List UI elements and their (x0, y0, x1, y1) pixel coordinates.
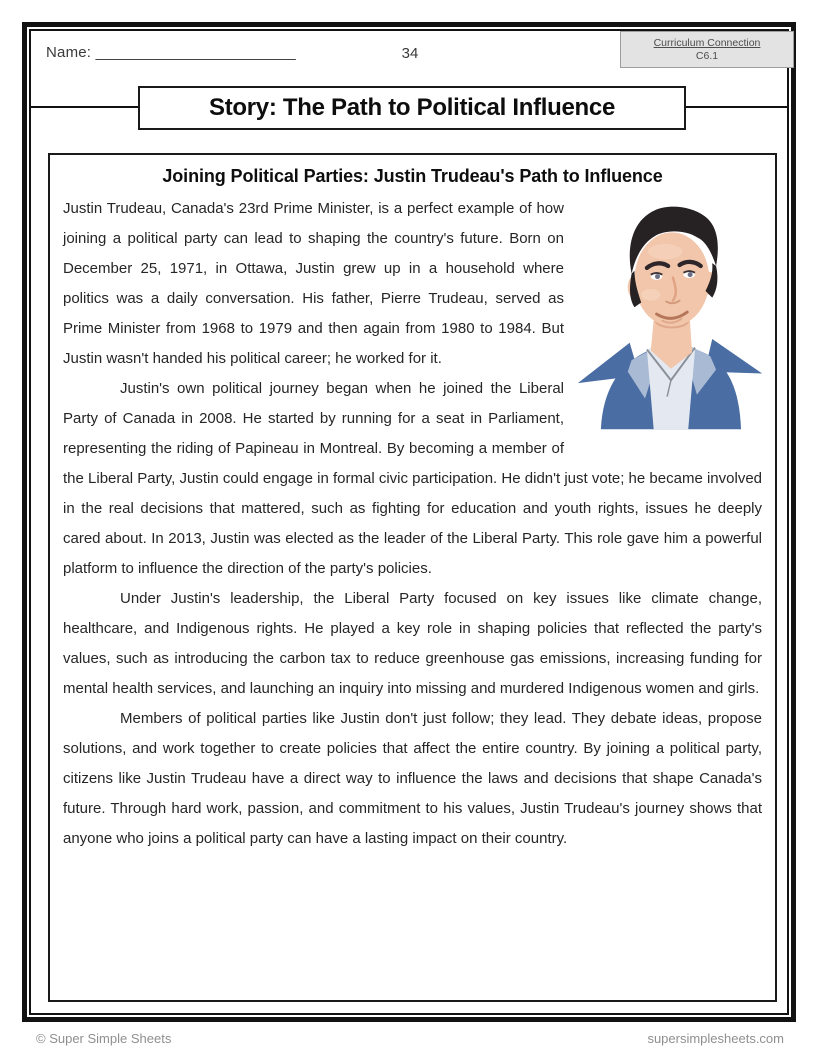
page-number: 34 (401, 45, 419, 62)
story-paragraph-3: Under Justin's leadership, the Liberal Party focused on key issues like climate change, healthcare, and Indigenous rights. He played a key role in shaping policies that reflected the party's values, such as introducing the carbon tax to reduce greenhouse gas emissions, increasing funding for mental health services, and launching an inquiry into missing and murdered Indigenous women and girls. (63, 590, 762, 697)
page-title: Story: The Path to Political Influence (209, 94, 615, 121)
portrait-svg (574, 196, 766, 432)
name-label: Name: (46, 44, 92, 61)
justin-trudeau-portrait-illustration (574, 196, 766, 432)
curriculum-title: Curriculum Connection (653, 37, 761, 49)
name-input-line[interactable]: ________________________ (95, 44, 296, 61)
story-paragraph-1: Justin Trudeau, Canada's 23rd Prime Minister, is a perfect example of how joining a political party can lead to shaping the country's future. Born on December 25, 1971, in Ottawa, Justin grew up in a household where politics was a daily conversation. His father, Pierre Trudeau, served as Prime Minister from 1968 to 1979 and then again from 1980 to 1984. But Justin wasn't handed his political career; he worked for it. (63, 200, 564, 367)
curriculum-connection-badge (620, 31, 794, 68)
story-box (48, 153, 777, 1002)
story-heading: Joining Political Parties: Justin Trudeau's Path to Influence (162, 166, 663, 186)
page-title-box (138, 86, 686, 130)
footer-copyright: © Super Simple Sheets (36, 1031, 172, 1046)
footer-website: supersimplesheets.com (647, 1031, 784, 1046)
story-paragraph-2: Justin's own political journey began when he joined the Liberal Party of Canada in 2008. He started by running for a seat in Parliament, representing the riding of Papineau in Montreal. By becoming a member of the Liberal Party, Justin could engage in formal civic participation. He didn't just vote; he became involved in the real decisions that mattered, such as fighting for education and youth rights, issues he deeply cared about. In 2013, Justin was elected as the leader of the Liberal Party. This role gave him a powerful platform to influence the direction of the party's policies. (63, 380, 762, 577)
curriculum-code: C6.1 (695, 50, 719, 62)
page-footer (36, 1031, 784, 1046)
story-paragraph-4: Members of political parties like Justin don't just follow; they lead. They debate ideas, propose solutions, and work together to create policies that affect the entire country. By joining a political party, citizens like Justin Trudeau have a direct way to influence the laws and decisions that shape Canada's future. Through hard work, passion, and commitment to his values, Justin Trudeau's journey shows that anyone who joins a political party can have a lasting impact on their country. (63, 710, 762, 847)
